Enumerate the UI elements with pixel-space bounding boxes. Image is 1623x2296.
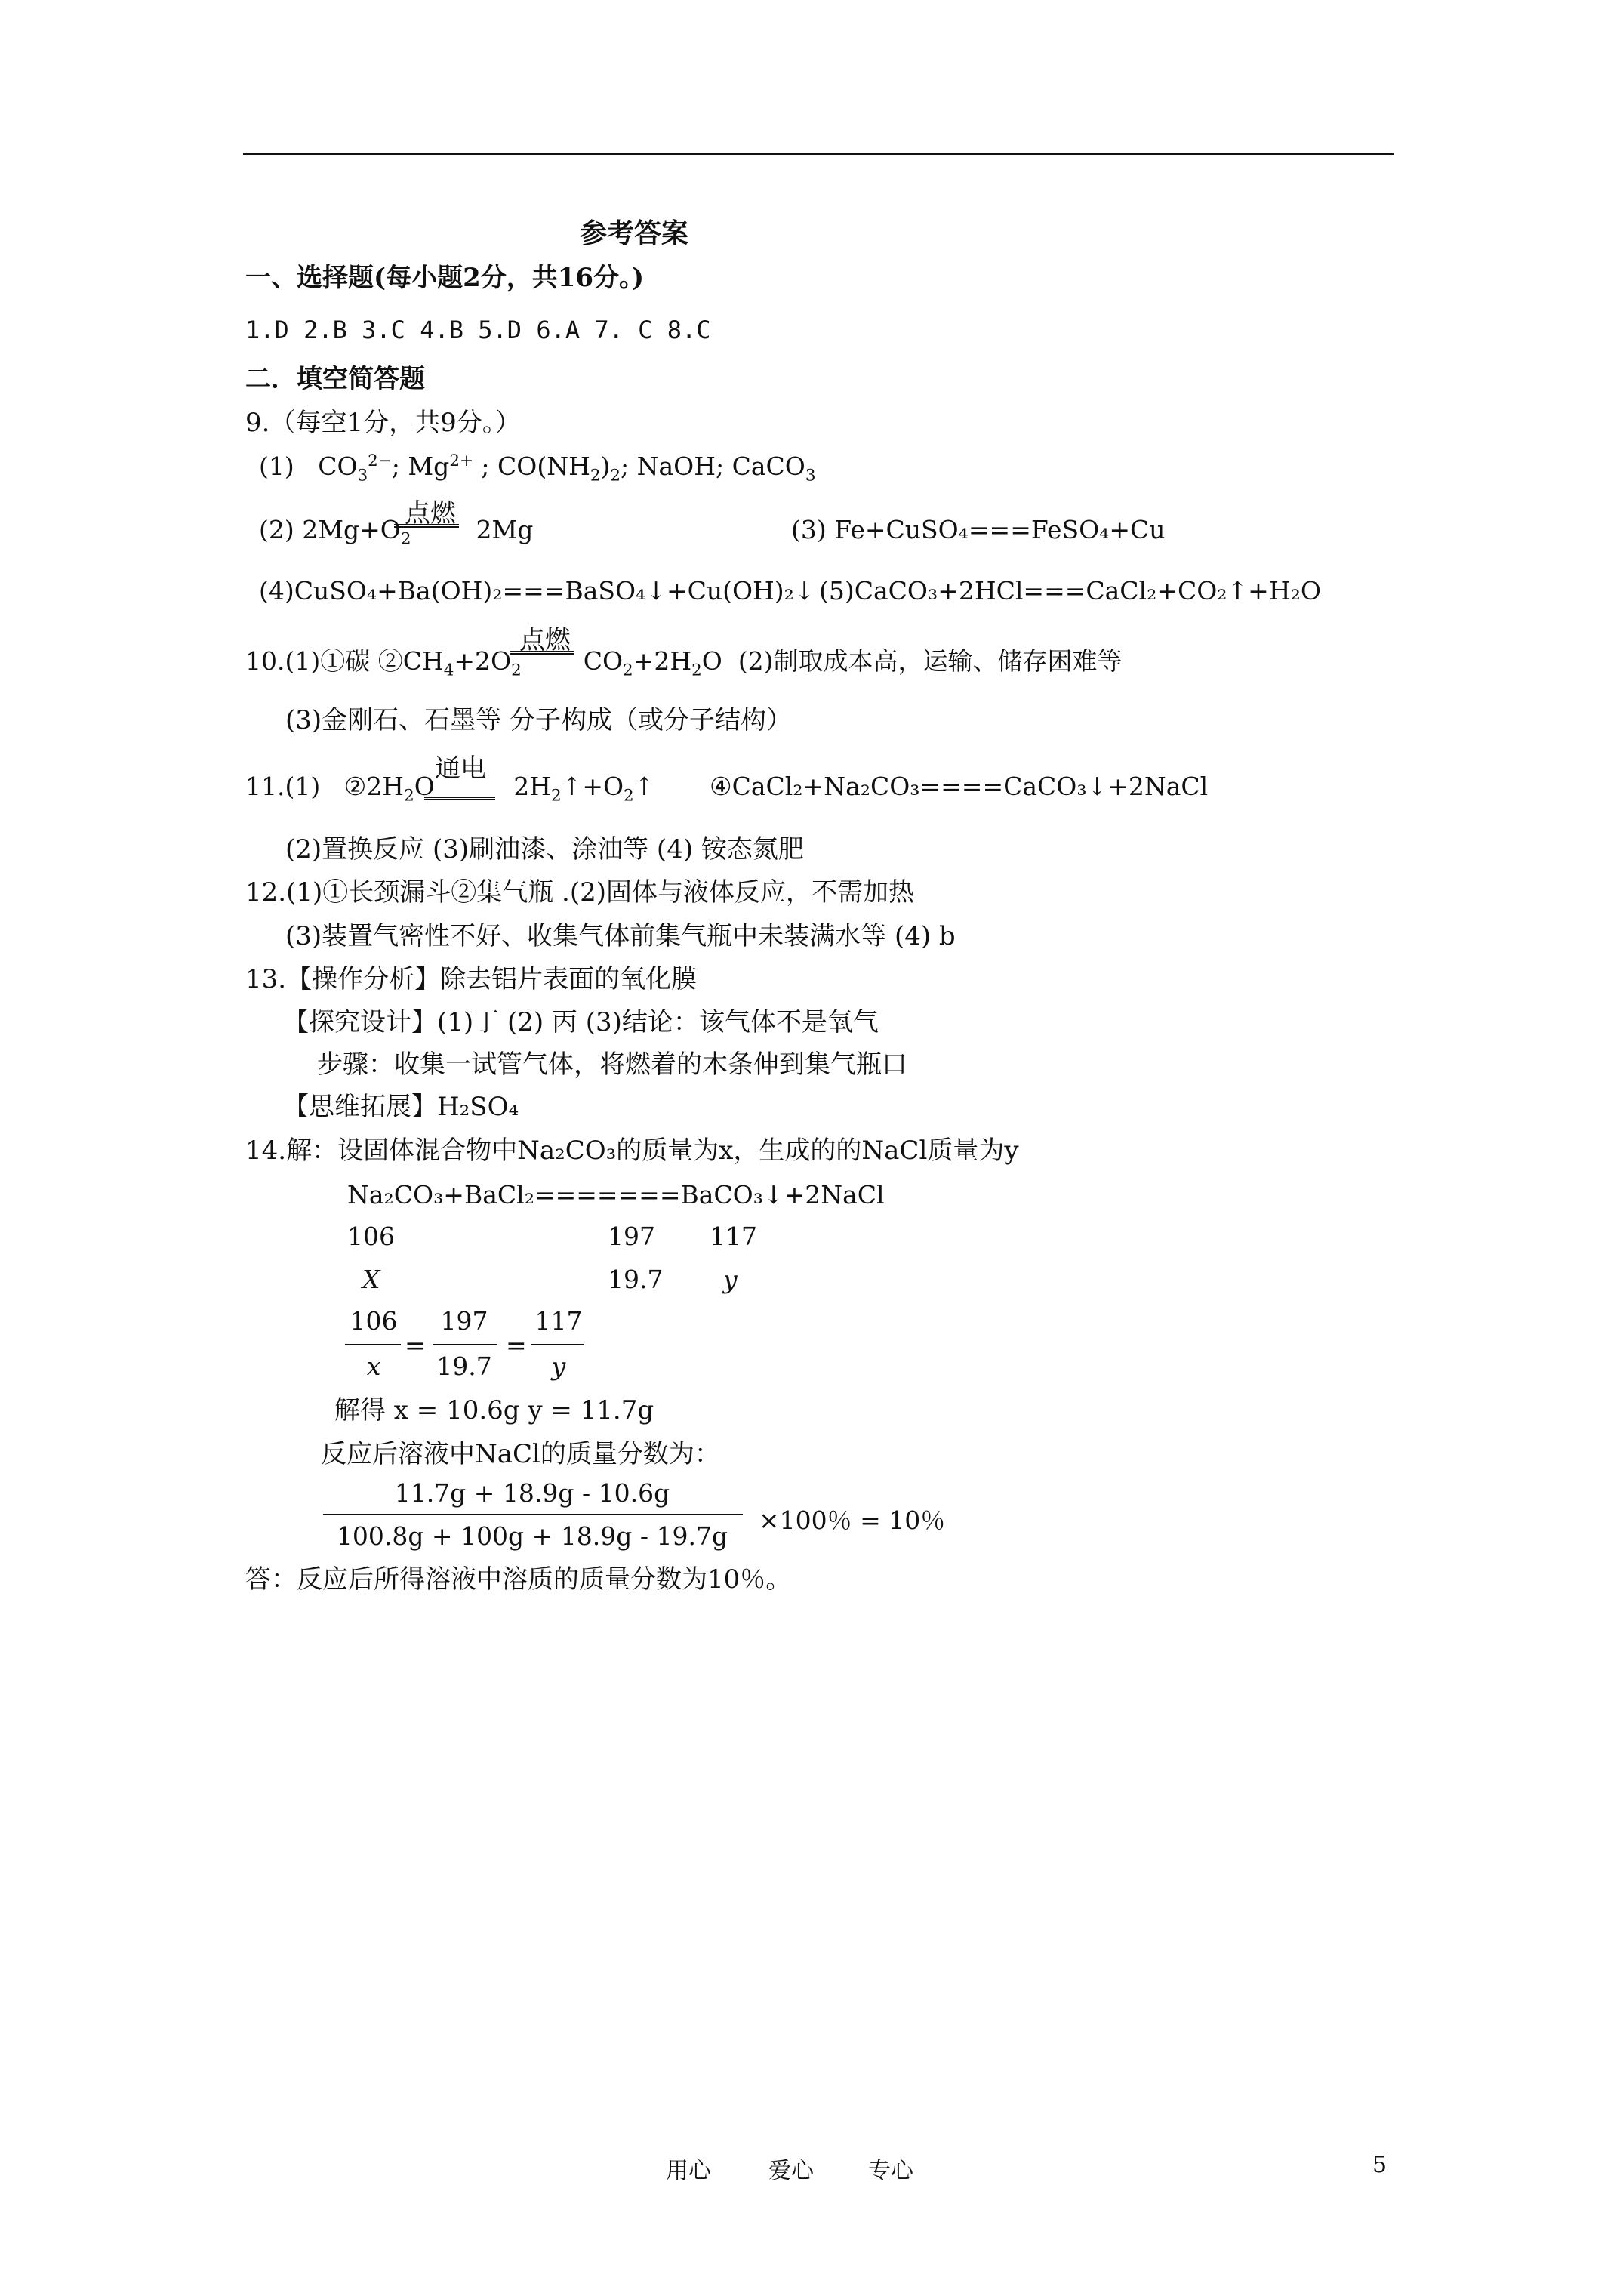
q14-line1: 14.解：设固体混合物中Na₂CO₃的质量为x，生成的的NaCl质量为y xyxy=(245,1136,1019,1166)
q10-line3: (3)金刚石、石墨等 分子构成（或分子结构） xyxy=(285,705,792,735)
frac1-bar xyxy=(345,1344,401,1345)
q11-line1: 11.(1) $②2H_2O$ $2H_2↑+O_2↑$ xyxy=(245,772,655,806)
frac2-bar xyxy=(433,1344,497,1345)
q14-row1-c: 117 xyxy=(710,1222,757,1251)
big-frac-denominator: 100.8g + 100g + 18.9g - 19.7g xyxy=(336,1521,728,1551)
q11-line2: (2)置换反应 (3)刷油漆、涂油等 (4) 铵态氮肥 xyxy=(285,834,804,864)
section1-title: 一、选择题(每小题2分，共16分。) xyxy=(245,263,645,293)
q10-condition: 点燃 xyxy=(519,625,571,655)
q13-line4: 【思维拓展】H₂SO₄ xyxy=(283,1092,519,1122)
big-frac-result: ×100％ = 10％ xyxy=(759,1505,946,1535)
q14-row1-a: 106 xyxy=(347,1222,395,1251)
q14-equation: Na₂CO₃+BaCl₂=======BaCO₃↓+2NaCl xyxy=(347,1180,885,1210)
q14-row2-a: X xyxy=(362,1265,380,1294)
frac3-denominator: y xyxy=(551,1351,566,1381)
big-frac-bar xyxy=(323,1514,743,1515)
q12-line1: 12.(1)①长颈漏斗②集气瓶 .(2)固体与液体反应，不需加热 xyxy=(245,877,915,908)
q9-2-equation: (2) $2Mg+O_2$ 2Mg xyxy=(259,515,534,549)
q12-line2: (3)装置气密性不好、收集气体前集气瓶中未装满水等 (4) b xyxy=(285,921,956,951)
q14-solve: 解得 x = 10.6g y = 11.7g xyxy=(334,1395,654,1425)
frac3-numerator: 117 xyxy=(534,1306,583,1336)
answers-heading: 参考答案 xyxy=(580,217,689,249)
q9-2-condition: 点燃 xyxy=(405,498,456,529)
header-rule xyxy=(243,153,1394,155)
footer-motto-1: 用心 xyxy=(666,2158,711,2184)
q11-line1-tail: ④CaCl₂+Na₂CO₃====CaCO₃↓+2NaCl xyxy=(710,772,1209,801)
frac1-numerator: 106 xyxy=(350,1306,398,1336)
q9-1-label: (1) xyxy=(259,451,294,481)
frac3-bar xyxy=(531,1344,584,1345)
q14-text: 反应后溶液中NaCl的质量分数为： xyxy=(321,1439,720,1469)
frac-equals-2: = xyxy=(506,1330,527,1360)
q14-row2-b: 19.7 xyxy=(608,1265,664,1294)
section2-title: 二．填空简答题 xyxy=(245,364,425,394)
footer-motto-3: 专心 xyxy=(868,2158,913,2184)
section1-answers: 1.D 2.B 3.C 4.B 5.D 6.A 7. C 8.C xyxy=(245,316,711,344)
big-frac-numerator: 11.7g + 18.9g - 10.6g xyxy=(394,1478,670,1508)
q14-answer: 答：反应后所得溶液中溶质的质量分数为10％。 xyxy=(245,1564,792,1595)
q10-line1: 10.(1)①碳 $②CH_4+2O_2$ $CO_2+2H_2O$ (2)制取成本高，运输、储存困难等 xyxy=(245,646,1123,680)
frac2-numerator: 197 xyxy=(440,1306,488,1336)
q9-head: 9.（每空1分，共9分。） xyxy=(245,408,521,438)
q9-3-equation: (3) Fe+CuSO₄===FeSO₄+Cu xyxy=(791,515,1166,544)
footer-motto-2: 爱心 xyxy=(768,2158,814,2184)
page-number: 5 xyxy=(1372,2152,1387,2178)
q13-line1: 13.【操作分析】除去铝片表面的氧化膜 xyxy=(245,964,698,994)
q11-condition: 通电 xyxy=(435,754,486,784)
q14-row1-b: 197 xyxy=(608,1222,655,1251)
q9-1-line: (1) $CO_3^{2-}$; $Mg^{2+}$ ; $CO(NH_2)_2$; NaOH; CaCO$_3$ xyxy=(259,451,816,485)
frac1-denominator: x xyxy=(366,1351,381,1381)
q13-line2: 【探究设计】(1)丁 (2) 丙 (3)结论：该气体不是氧气 xyxy=(283,1007,879,1037)
q14-row2-c: y xyxy=(723,1265,738,1294)
q9-5-equation: (5)CaCO₃+2HCl===CaCl₂+CO₂↑+H₂O xyxy=(819,576,1321,606)
q9-4-equation: (4)CuSO₄+Ba(OH)₂===BaSO₄↓+Cu(OH)₂↓ xyxy=(259,576,815,606)
q13-line3: 步骤：收集一试管气体，将燃着的木条伸到集气瓶口 xyxy=(317,1049,907,1080)
frac2-denominator: 19.7 xyxy=(436,1351,492,1381)
frac-equals-1: = xyxy=(405,1330,426,1360)
